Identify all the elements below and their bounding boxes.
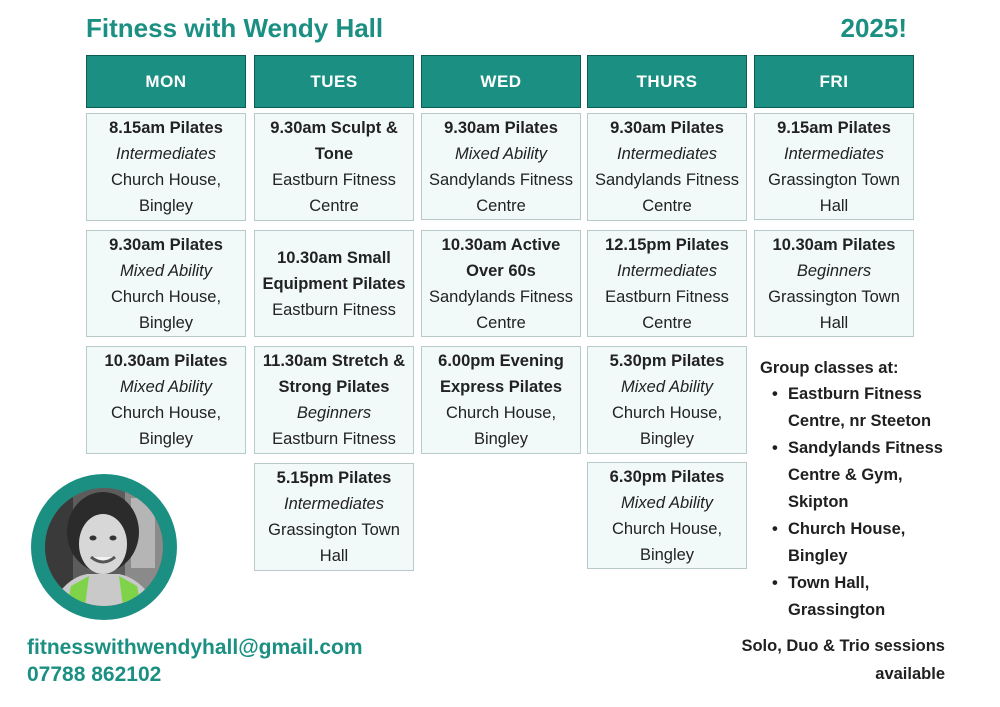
class-level: Mixed Ability: [120, 261, 212, 280]
sessions-note: Solo, Duo & Trio sessions available: [741, 637, 945, 683]
class-level: Intermediates: [617, 261, 717, 280]
group-classes: [760, 356, 960, 624]
class-level: Intermediates: [784, 144, 884, 163]
group-classes-heading: Group classes at:: [760, 359, 899, 377]
class-venue: Eastburn Fitness Centre: [272, 171, 396, 215]
class-level: Intermediates: [617, 145, 717, 163]
class-venue: Church House, Bingley: [611, 404, 723, 448]
contact-info: [27, 634, 363, 688]
class-title: 10.30am Pilates: [772, 235, 896, 254]
class-venue: Grassington Town Hall: [268, 521, 400, 565]
venue-item: • Church House, Bingley: [788, 516, 960, 570]
class-title: 9.15am Pilates: [777, 118, 891, 137]
class-venue: Church House, Bingley: [110, 404, 222, 448]
class-card: [86, 346, 246, 454]
class-level: Beginners: [296, 404, 372, 422]
class-venue: Grassington Town Hall: [768, 287, 900, 332]
class-title: 9.30am Pilates: [109, 235, 223, 254]
portrait-image: [45, 488, 163, 606]
class-level: Beginners: [796, 261, 872, 280]
venue-item: • Sandylands Fitness Centre & Gym, Skipton: [788, 435, 960, 516]
class-card: [754, 113, 914, 220]
class-card: [86, 113, 246, 221]
class-venue: Church House, Bingley: [110, 171, 222, 215]
avatar: [45, 488, 163, 606]
class-level: Mixed Ability: [120, 378, 212, 396]
day-header-tues: TUES: [254, 55, 414, 108]
day-header-mon: MON: [86, 55, 246, 108]
class-venue: Sandylands Fitness Centre: [429, 170, 573, 215]
venue-list: [760, 381, 960, 624]
class-venue: Sandylands Fitness Centre: [595, 171, 739, 215]
class-card: [421, 113, 581, 220]
venue-item: • Eastburn Fitness Centre, nr Steeton: [788, 381, 960, 435]
class-title: 10.30am Active Over 60s: [441, 235, 561, 280]
year-label: 2025!: [840, 13, 907, 43]
class-level: Mixed Ability: [621, 493, 713, 512]
page-title: Fitness with Wendy Hall: [86, 13, 384, 43]
email-link[interactable]: fitnesswithwendyhall@gmail.com: [27, 636, 363, 659]
class-venue: Church House, Bingley: [445, 404, 557, 448]
phone-number: 07788 862102: [27, 663, 162, 686]
class-venue: Eastburn Fitness: [272, 300, 396, 319]
class-card: [254, 113, 414, 221]
class-title: 11.30am Stretch & Strong Pilates: [262, 352, 406, 396]
class-title: 6.30pm Pilates: [609, 467, 725, 486]
class-level: Intermediates: [284, 495, 384, 513]
class-venue: Church House, Bingley: [611, 519, 723, 564]
class-card: [587, 462, 747, 569]
class-title: 12.15pm Pilates: [605, 235, 729, 254]
class-title: 9.30am Pilates: [610, 119, 724, 137]
day-header-fri: FRI: [754, 55, 914, 108]
class-venue: Eastburn Fitness: [272, 430, 396, 448]
class-title: 8.15am Pilates: [109, 119, 223, 137]
class-card: [587, 346, 747, 454]
day-header-thurs: THURS: [587, 55, 747, 108]
class-level: Mixed Ability: [621, 378, 713, 396]
class-card: [254, 463, 414, 571]
class-level: Mixed Ability: [455, 144, 547, 163]
class-venue: Eastburn Fitness Centre: [605, 287, 729, 332]
class-venue: Church House, Bingley: [110, 287, 222, 332]
class-title: 9.30am Sculpt & Tone: [270, 119, 398, 163]
day-header-wed: WED: [421, 55, 581, 108]
class-title: 10.30am Pilates: [104, 352, 228, 370]
class-card: [421, 230, 581, 337]
class-title: 10.30am Small Equipment Pilates: [262, 248, 406, 293]
class-level: Intermediates: [116, 145, 216, 163]
class-card: [754, 230, 914, 337]
class-card: [254, 346, 414, 454]
profile-photo: [31, 474, 177, 620]
class-card: [587, 113, 747, 221]
class-card: [254, 230, 414, 337]
venue-item: • Town Hall, Grassington: [788, 570, 960, 624]
class-title: 5.30pm Pilates: [609, 352, 725, 370]
class-card: [421, 346, 581, 454]
class-title: 5.15pm Pilates: [276, 469, 392, 487]
class-card: [86, 230, 246, 337]
class-venue: Grassington Town Hall: [768, 170, 900, 215]
class-title: 6.00pm Evening Express Pilates: [438, 352, 564, 396]
class-title: 9.30am Pilates: [444, 118, 558, 137]
class-venue: Sandylands Fitness Centre: [429, 287, 573, 332]
class-card: [587, 230, 747, 337]
